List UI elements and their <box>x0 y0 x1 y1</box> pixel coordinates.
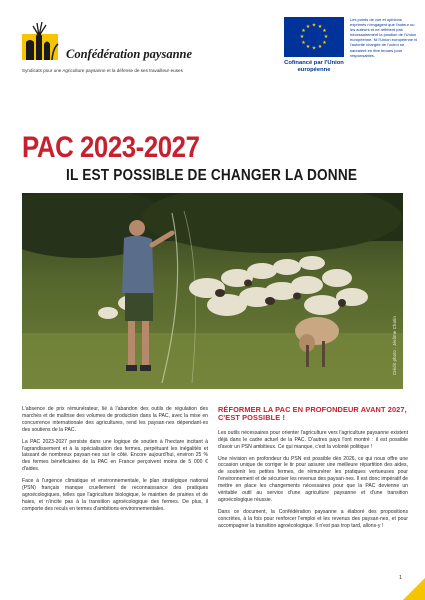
svg-text:★: ★ <box>311 45 317 52</box>
confederation-paysanne-logo-icon <box>22 20 62 60</box>
eu-disclaimer: Les points de vue et opinions exprimés n'engagent que l'auteur ou les auteurs et ne reflètent pas nécessairement la position de l'Union européenne. Ni l'Union européenne ni l'autorité chargée de l'octroi ne sauraient en être tenues pour responsables. <box>350 17 418 58</box>
left-column <box>22 406 208 518</box>
left-paragraph: L'absence de prix rémunérateur, lié à l'abandon des outils de régulation des marchés et de maîtrise des volumes de production dans la PAC, avec la mise en concurrence internationale des agricultures, rend les paysan·nes dépendant·es des soutiens de la PAC. <box>22 406 208 433</box>
svg-text:★: ★ <box>317 24 323 30</box>
svg-text:★: ★ <box>317 44 323 50</box>
svg-text:★: ★ <box>305 44 311 50</box>
svg-text:★: ★ <box>322 28 327 34</box>
page-number: 1 <box>399 575 403 581</box>
left-paragraph: Face à l'urgence climatique et environnementale, le plan stratégique national (PSN) français manque cruellement de reconnaissance des pratiques agroécologiques, telles que l'agriculture biologique, le maintien de prairies et de haies, et n'incite pas à la transition agroécologique des fermes. De plus, il comporte des reculs en termes d'ambitions environnementales. <box>22 478 208 512</box>
svg-text:★: ★ <box>301 40 306 46</box>
page-title: PAC 2023-2027 <box>22 131 200 164</box>
svg-text:★: ★ <box>322 40 327 46</box>
farmer-sheep-photo <box>22 193 403 389</box>
svg-text:★: ★ <box>323 34 329 40</box>
hero-photo <box>22 193 403 389</box>
right-column <box>218 406 408 535</box>
photo-credit: Crédit photo : Jérôme Chatin <box>392 315 397 375</box>
svg-text:★: ★ <box>305 24 311 30</box>
eu-stars-icon <box>284 17 344 57</box>
svg-text:★: ★ <box>301 28 306 34</box>
page-subtitle: IL EST POSSIBLE DE CHANGER LA DONNE <box>66 167 358 184</box>
yellow-corner-decoration <box>403 578 425 600</box>
section-heading: RÉFORMER LA PAC EN PROFONDEUR AVANT 2027, C'EST POSSIBLE ! <box>218 405 407 423</box>
left-paragraph: La PAC 2023-2027 persiste dans une logique de soutien à l'hectare incitant à l'agrandissement et à la spécialisation des fermes, perpétuant les inégalités et laissant de nombreux paysan·nes sur le côté. Encore aujourd'hui, environ 25 % des fermes bénéficiaires de la PAC en France perçoivent moins de 5 000 € d'aides. <box>22 438 208 473</box>
brand-tagline: Syndicats pour une Agriculture paysanne et la défense de ses travailleur·euses <box>22 68 183 73</box>
right-paragraph: Une révision en profondeur du PSN est possible dès 2026, ce qui nous offre une occasion unique de corriger le tir pour assurer une meilleure répartition des aides, de soutenir les petites fermes, de rémunérer les pratiques vertueuses pour l'environnement et de sécuriser les revenus des paysan·nes. Il est donc impératif de mettre en place les changements nécessaires pour que la PAC devienne un véritable outil au service d'une agriculture paysanne et d'une transition agroécologique réussie. <box>218 455 408 503</box>
eu-cofinanced-label: Cofinancé par l'Union européenne <box>284 60 344 73</box>
brand-name: Confédération paysanne <box>66 47 193 61</box>
right-paragraph: Dans ce document, la Confédération paysanne a élaboré des propositions concrètes, à la fois pour renforcer l'emploi et les revenus des paysan·nes, et pour accompagner la transition agroécologique. Il n'est pas trop tard, allons-y ! <box>218 508 408 529</box>
right-paragraph: Les outils nécessaires pour orienter l'agriculture vers l'agriculture paysanne existent déjà dans le cadre actuel de la PAC. D'autres pays l'ont montré : il est possible d'avoir un PSN ambitieux. Ce qui manque, c'est la volonté politique ! <box>218 429 408 450</box>
svg-text:★: ★ <box>299 34 305 40</box>
svg-text:★: ★ <box>311 22 317 29</box>
eu-flag-icon <box>284 17 344 57</box>
